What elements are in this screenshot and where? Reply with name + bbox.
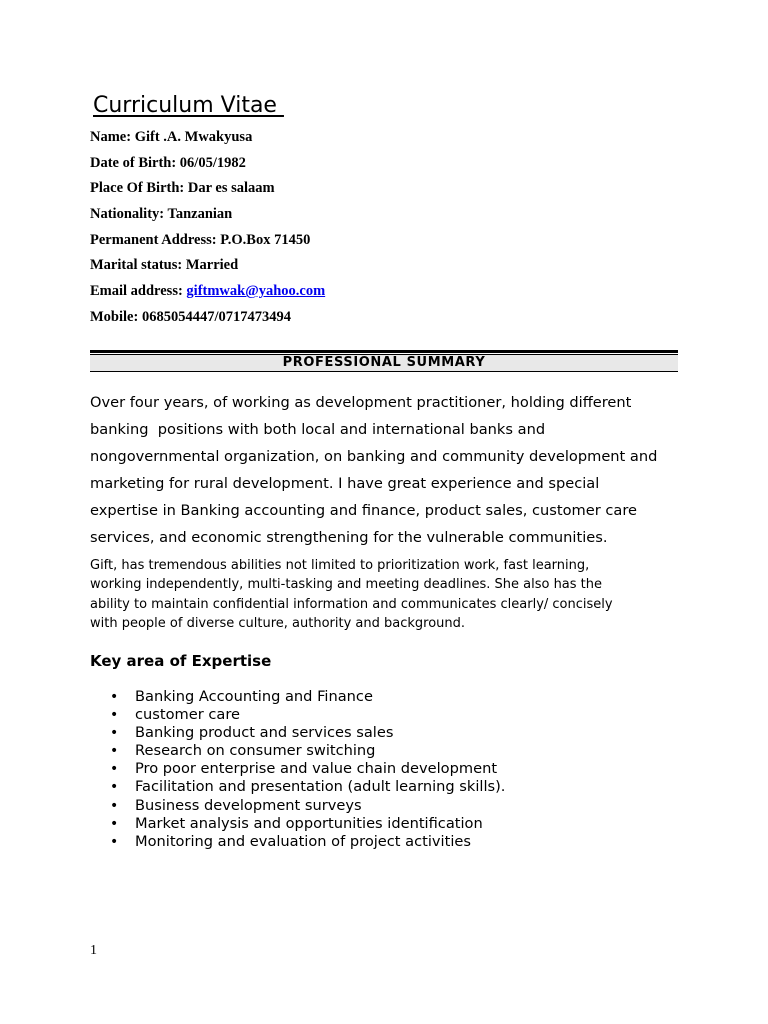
detail-value: Married [185, 257, 239, 274]
summary-line: Over four years, of working as development practitioner, holding different [90, 394, 632, 411]
detail-value: 0685054447/0717473494 [141, 308, 291, 325]
list-item-text: Facilitation and presentation (adult learning skills). [135, 778, 506, 796]
detail-value: P.O.Box 71450 [220, 231, 311, 248]
bullet-icon: • [110, 725, 119, 742]
section-rule [90, 350, 678, 353]
summary-line: nongovernmental organization, on banking and community development and [90, 448, 658, 465]
list-item [90, 815, 505, 833]
detail-label: Mobile: [90, 308, 142, 325]
detail-label: Name: [90, 129, 135, 145]
detail-value: Gift .A. Mwakyusa [134, 129, 253, 145]
detail-label: Date of Birth: [90, 154, 180, 171]
detail-label: Marital status: [90, 257, 186, 274]
list-item [90, 742, 505, 760]
page-number: 1 [90, 943, 97, 958]
expertise-heading: Key area of Expertise [90, 652, 272, 670]
personal-details [90, 126, 325, 332]
bullet-icon: • [110, 743, 119, 760]
list-item-text: Research on consumer switching [135, 742, 376, 760]
document-title: Curriculum Vitae [93, 93, 284, 118]
detail-label: Email address: [90, 283, 187, 300]
summary-line: expertise in Banking accounting and finance, product sales, customer care [90, 502, 637, 519]
detail-value: 06/05/1982 [179, 154, 246, 171]
summary-line: Gift, has tremendous abilities not limited to prioritization work, fast learning, [90, 558, 590, 573]
summary-line: marketing for rural development. I have great experience and special [90, 475, 600, 492]
detail-label: Place Of Birth: [90, 180, 188, 197]
detail-name [90, 126, 325, 152]
bullet-icon: • [110, 761, 119, 778]
list-item [90, 797, 505, 815]
detail-value: Dar es salaam [187, 180, 275, 197]
bullet-icon: • [110, 833, 119, 850]
list-item [90, 833, 505, 851]
list-item-text: Banking product and services sales [135, 724, 394, 742]
summary-line: working independently, multi-tasking and meeting deadlines. She also has the [90, 577, 603, 593]
detail-label: Permanent Address: [90, 231, 221, 248]
detail-date-of-birth [90, 152, 325, 178]
summary-paragraph-2 [90, 556, 690, 634]
list-item-text: Market analysis and opportunities identification [135, 814, 483, 832]
detail-place-of-birth [90, 177, 325, 203]
summary-line: banking positions with both local and international banks and [90, 421, 546, 438]
professional-summary-bar [90, 350, 678, 372]
detail-nationality [90, 203, 325, 229]
summary-line: services, and economic strengthening for the vulnerable communities. [90, 529, 608, 546]
list-item [90, 688, 505, 706]
summary-paragraph-1 [90, 389, 690, 551]
detail-permanent-address [90, 229, 325, 255]
bullet-icon: • [110, 779, 119, 796]
list-item-text: Business development surveys [135, 796, 362, 814]
detail-label: Nationality: [90, 206, 168, 223]
email-link[interactable]: giftmwak@yahoo.com [186, 283, 326, 300]
list-item [90, 724, 505, 742]
list-item-text: Monitoring and evaluation of project activities [135, 832, 471, 850]
section-heading: PROFESSIONAL SUMMARY [282, 355, 486, 370]
detail-mobile [90, 306, 325, 332]
list-item [90, 778, 505, 796]
list-item-text: Banking Accounting and Finance [135, 688, 373, 705]
detail-marital-status [90, 254, 325, 280]
bullet-icon: • [110, 707, 119, 724]
list-item [90, 706, 505, 724]
bullet-icon: • [110, 815, 119, 832]
list-item-text: customer care [135, 706, 240, 724]
summary-line: ability to maintain confidential information and communicates clearly/ concisely [90, 596, 613, 612]
expertise-list [90, 688, 505, 851]
detail-email [90, 280, 325, 306]
bullet-icon: • [110, 689, 119, 705]
bullet-icon: • [110, 797, 119, 814]
list-item-text: Pro poor enterprise and value chain development [135, 760, 498, 778]
summary-line: with people of diverse culture, authority and background. [90, 616, 466, 632]
section-rule [90, 371, 678, 372]
list-item [90, 760, 505, 778]
detail-value: Tanzanian [167, 206, 233, 223]
